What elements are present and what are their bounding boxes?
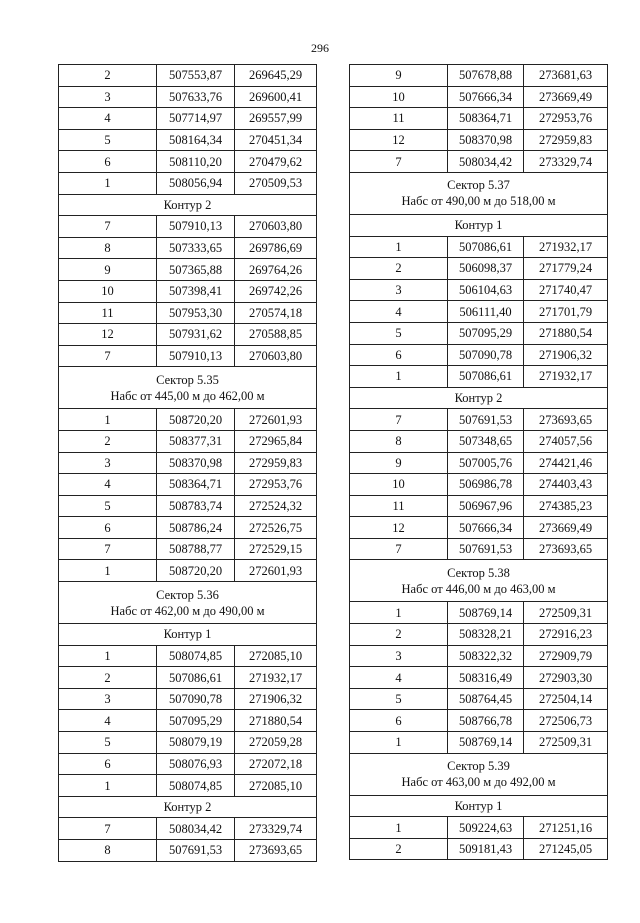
sector-title: Сектор 5.35 (156, 372, 219, 387)
y-coordinate: 272601,93 (235, 560, 317, 582)
point-number: 2 (59, 667, 157, 689)
x-coordinate: 506986,78 (448, 474, 524, 496)
y-coordinate: 272916,23 (524, 624, 608, 646)
y-coordinate: 271906,32 (235, 688, 317, 710)
y-coordinate: 272059,28 (235, 732, 317, 754)
point-number: 6 (350, 710, 448, 732)
y-coordinate: 272526,75 (235, 517, 317, 539)
x-coordinate: 508783,74 (157, 495, 235, 517)
x-coordinate: 507086,61 (448, 236, 524, 258)
y-coordinate: 272953,76 (235, 474, 317, 496)
table-row (350, 817, 608, 839)
point-number: 6 (59, 517, 157, 539)
sector-heading (350, 560, 608, 602)
y-coordinate: 273669,49 (524, 86, 608, 108)
y-coordinate: 272085,10 (235, 775, 317, 797)
y-coordinate: 269557,99 (235, 108, 317, 130)
table-row (59, 409, 317, 431)
point-number: 7 (350, 151, 448, 173)
table-row (350, 65, 608, 87)
table-row (59, 732, 317, 754)
sector-heading-row (59, 367, 317, 409)
point-number: 2 (350, 624, 448, 646)
x-coordinate: 507333,65 (157, 237, 235, 259)
sector-heading-row (350, 172, 608, 214)
table-row (350, 452, 608, 474)
point-number: 5 (350, 688, 448, 710)
contour-label: Контур 1 (59, 624, 317, 646)
y-coordinate: 273329,74 (235, 818, 317, 840)
table-row (350, 366, 608, 388)
point-number: 4 (350, 667, 448, 689)
sector-title: Сектор 5.36 (156, 587, 219, 602)
table-row (350, 732, 608, 754)
x-coordinate: 507005,76 (448, 452, 524, 474)
sector-elevation-range: Набс от 462,00 м до 490,00 м (110, 603, 265, 618)
point-number: 7 (350, 409, 448, 431)
x-coordinate: 507953,30 (157, 302, 235, 324)
point-number: 5 (59, 495, 157, 517)
contour-label: Контур 2 (59, 194, 317, 216)
x-coordinate: 509181,43 (448, 838, 524, 860)
table-row (59, 86, 317, 108)
x-coordinate: 508079,19 (157, 732, 235, 754)
table-row (59, 560, 317, 582)
y-coordinate: 271932,17 (524, 236, 608, 258)
y-coordinate: 269786,69 (235, 237, 317, 259)
point-number: 7 (59, 345, 157, 367)
x-coordinate: 507910,13 (157, 216, 235, 238)
table-row (59, 840, 317, 862)
table-row (350, 322, 608, 344)
table-row (59, 667, 317, 689)
contour-heading-row (59, 194, 317, 216)
point-number: 7 (59, 538, 157, 560)
sector-heading (59, 582, 317, 624)
x-coordinate: 508364,71 (157, 474, 235, 496)
y-coordinate: 271932,17 (235, 667, 317, 689)
y-coordinate: 272509,31 (524, 602, 608, 624)
x-coordinate: 509224,63 (448, 817, 524, 839)
table-row (350, 474, 608, 496)
table-row (59, 452, 317, 474)
point-number: 7 (59, 818, 157, 840)
point-number: 10 (350, 474, 448, 496)
point-number: 7 (59, 216, 157, 238)
x-coordinate: 507666,34 (448, 86, 524, 108)
x-coordinate: 508766,78 (448, 710, 524, 732)
table-row (59, 129, 317, 151)
table-row (350, 86, 608, 108)
x-coordinate: 507095,29 (157, 710, 235, 732)
x-coordinate: 508377,31 (157, 430, 235, 452)
y-coordinate: 271245,05 (524, 838, 608, 860)
y-coordinate: 270603,80 (235, 216, 317, 238)
table-row (59, 517, 317, 539)
y-coordinate: 274421,46 (524, 452, 608, 474)
x-coordinate: 507398,41 (157, 280, 235, 302)
point-number: 2 (59, 65, 157, 87)
x-coordinate: 508370,98 (448, 129, 524, 151)
x-coordinate: 507714,97 (157, 108, 235, 130)
x-coordinate: 508720,20 (157, 409, 235, 431)
table-row (350, 838, 608, 860)
sector-elevation-range: Набс от 445,00 м до 462,00 м (110, 388, 265, 403)
table-row (59, 538, 317, 560)
y-coordinate: 271701,79 (524, 301, 608, 323)
x-coordinate: 507086,61 (157, 667, 235, 689)
table-row (59, 645, 317, 667)
point-number: 9 (350, 452, 448, 474)
point-number: 12 (350, 129, 448, 151)
point-number: 3 (59, 452, 157, 474)
point-number: 1 (59, 172, 157, 194)
point-number: 4 (59, 710, 157, 732)
table-row (350, 688, 608, 710)
point-number: 2 (350, 838, 448, 860)
contour-heading-row (59, 796, 317, 818)
contour-label: Контур 2 (59, 796, 317, 818)
x-coordinate: 508769,14 (448, 732, 524, 754)
point-number: 1 (350, 732, 448, 754)
y-coordinate: 269645,29 (235, 65, 317, 87)
point-number: 2 (59, 430, 157, 452)
x-coordinate: 507090,78 (448, 344, 524, 366)
point-number: 5 (59, 129, 157, 151)
table-row (59, 237, 317, 259)
table-row (59, 280, 317, 302)
table-row (350, 624, 608, 646)
point-number: 10 (350, 86, 448, 108)
y-coordinate: 272085,10 (235, 645, 317, 667)
x-coordinate: 508074,85 (157, 645, 235, 667)
sector-elevation-range: Набс от 463,00 м до 492,00 м (401, 775, 556, 790)
x-coordinate: 508056,94 (157, 172, 235, 194)
table-row (59, 259, 317, 281)
table-row (350, 538, 608, 560)
point-number: 1 (350, 817, 448, 839)
table-row (59, 216, 317, 238)
point-number: 5 (350, 322, 448, 344)
x-coordinate: 508110,20 (157, 151, 235, 173)
coordinates-table-left (58, 64, 317, 862)
point-number: 11 (59, 302, 157, 324)
table-row (350, 667, 608, 689)
x-coordinate: 506104,63 (448, 279, 524, 301)
sector-heading (350, 753, 608, 795)
point-number: 5 (59, 732, 157, 754)
table-row (350, 236, 608, 258)
point-number: 9 (59, 259, 157, 281)
point-number: 4 (350, 301, 448, 323)
point-number: 7 (350, 538, 448, 560)
y-coordinate: 272909,79 (524, 645, 608, 667)
y-coordinate: 273693,65 (524, 409, 608, 431)
x-coordinate: 506111,40 (448, 301, 524, 323)
y-coordinate: 273329,74 (524, 151, 608, 173)
point-number: 4 (59, 108, 157, 130)
point-number: 3 (59, 688, 157, 710)
y-coordinate: 270574,18 (235, 302, 317, 324)
x-coordinate: 508769,14 (448, 602, 524, 624)
x-coordinate: 507666,34 (448, 517, 524, 539)
y-coordinate: 273693,65 (235, 840, 317, 862)
x-coordinate: 508034,42 (448, 151, 524, 173)
x-coordinate: 507095,29 (448, 322, 524, 344)
y-coordinate: 272953,76 (524, 108, 608, 130)
table-row (350, 108, 608, 130)
y-coordinate: 272524,32 (235, 495, 317, 517)
y-coordinate: 274403,43 (524, 474, 608, 496)
sector-title: Сектор 5.37 (447, 178, 510, 193)
y-coordinate: 274057,56 (524, 430, 608, 452)
table-row (59, 710, 317, 732)
point-number: 11 (350, 108, 448, 130)
y-coordinate: 270509,53 (235, 172, 317, 194)
sector-elevation-range: Набс от 446,00 м до 463,00 м (401, 581, 556, 596)
sector-title: Сектор 5.39 (447, 759, 510, 774)
contour-heading-row (350, 795, 608, 817)
x-coordinate: 507365,88 (157, 259, 235, 281)
y-coordinate: 270451,34 (235, 129, 317, 151)
y-coordinate: 273669,49 (524, 517, 608, 539)
point-number: 11 (350, 495, 448, 517)
table-row (350, 151, 608, 173)
sector-heading-row (59, 582, 317, 624)
contour-heading-row (350, 214, 608, 236)
x-coordinate: 508764,45 (448, 688, 524, 710)
y-coordinate: 271880,54 (524, 322, 608, 344)
sector-heading-row (350, 753, 608, 795)
table-row (59, 302, 317, 324)
y-coordinate: 272959,83 (235, 452, 317, 474)
x-coordinate: 507931,62 (157, 324, 235, 346)
contour-label: Контур 2 (350, 387, 608, 409)
table-row (59, 818, 317, 840)
contour-heading-row (350, 387, 608, 409)
point-number: 1 (350, 366, 448, 388)
y-coordinate: 274385,23 (524, 495, 608, 517)
x-coordinate: 508076,93 (157, 753, 235, 775)
sector-heading (59, 367, 317, 409)
x-coordinate: 507678,88 (448, 65, 524, 87)
y-coordinate: 272529,15 (235, 538, 317, 560)
table-row (59, 65, 317, 87)
sector-heading (350, 172, 608, 214)
y-coordinate: 272601,93 (235, 409, 317, 431)
point-number: 6 (59, 151, 157, 173)
table-row (59, 430, 317, 452)
table-row (59, 474, 317, 496)
table-row (59, 151, 317, 173)
table-row (350, 517, 608, 539)
table-row (59, 753, 317, 775)
x-coordinate: 507691,53 (448, 538, 524, 560)
point-number: 6 (350, 344, 448, 366)
y-coordinate: 271880,54 (235, 710, 317, 732)
y-coordinate: 270603,80 (235, 345, 317, 367)
point-number: 3 (59, 86, 157, 108)
point-number: 3 (350, 279, 448, 301)
table-row (350, 710, 608, 732)
point-number: 4 (59, 474, 157, 496)
table-row (350, 409, 608, 431)
contour-label: Контур 1 (350, 214, 608, 236)
sector-elevation-range: Набс от 490,00 м до 518,00 м (401, 194, 556, 209)
point-number: 1 (350, 602, 448, 624)
x-coordinate: 507086,61 (448, 366, 524, 388)
y-coordinate: 273681,63 (524, 65, 608, 87)
y-coordinate: 272504,14 (524, 688, 608, 710)
table-row (350, 344, 608, 366)
y-coordinate: 271779,24 (524, 258, 608, 280)
table-row (350, 279, 608, 301)
x-coordinate: 508034,42 (157, 818, 235, 840)
y-coordinate: 273693,65 (524, 538, 608, 560)
table-row (350, 129, 608, 151)
table-row (350, 301, 608, 323)
y-coordinate: 271906,32 (524, 344, 608, 366)
x-coordinate: 507553,87 (157, 65, 235, 87)
x-coordinate: 507691,53 (157, 840, 235, 862)
y-coordinate: 271251,16 (524, 817, 608, 839)
table-row (350, 602, 608, 624)
point-number: 10 (59, 280, 157, 302)
y-coordinate: 272072,18 (235, 753, 317, 775)
y-coordinate: 270479,62 (235, 151, 317, 173)
point-number: 3 (350, 645, 448, 667)
table-body (350, 65, 608, 860)
table-row (59, 324, 317, 346)
point-number: 1 (59, 409, 157, 431)
x-coordinate: 507090,78 (157, 688, 235, 710)
table-row (59, 775, 317, 797)
point-number: 1 (59, 775, 157, 797)
x-coordinate: 507691,53 (448, 409, 524, 431)
point-number: 12 (59, 324, 157, 346)
table-row (350, 430, 608, 452)
point-number: 6 (59, 753, 157, 775)
x-coordinate: 508074,85 (157, 775, 235, 797)
y-coordinate: 272903,30 (524, 667, 608, 689)
x-coordinate: 508788,77 (157, 538, 235, 560)
x-coordinate: 508316,49 (448, 667, 524, 689)
point-number: 12 (350, 517, 448, 539)
table-row (59, 172, 317, 194)
x-coordinate: 508328,21 (448, 624, 524, 646)
contour-label: Контур 1 (350, 795, 608, 817)
y-coordinate: 272965,84 (235, 430, 317, 452)
point-number: 1 (59, 560, 157, 582)
y-coordinate: 271932,17 (524, 366, 608, 388)
y-coordinate: 271740,47 (524, 279, 608, 301)
x-coordinate: 506098,37 (448, 258, 524, 280)
y-coordinate: 270588,85 (235, 324, 317, 346)
y-coordinate: 272509,31 (524, 732, 608, 754)
x-coordinate: 506967,96 (448, 495, 524, 517)
y-coordinate: 269742,26 (235, 280, 317, 302)
point-number: 1 (350, 236, 448, 258)
x-coordinate: 508322,32 (448, 645, 524, 667)
table-row (59, 108, 317, 130)
table-row (59, 688, 317, 710)
table-row (350, 645, 608, 667)
point-number: 9 (350, 65, 448, 87)
coordinates-table-right (349, 64, 608, 860)
point-number: 1 (59, 645, 157, 667)
x-coordinate: 507910,13 (157, 345, 235, 367)
y-coordinate: 272959,83 (524, 129, 608, 151)
point-number: 8 (59, 840, 157, 862)
table-row (59, 345, 317, 367)
y-coordinate: 269764,26 (235, 259, 317, 281)
page-number: 296 (311, 41, 329, 55)
x-coordinate: 507633,76 (157, 86, 235, 108)
y-coordinate: 272506,73 (524, 710, 608, 732)
table-row (59, 495, 317, 517)
sector-title: Сектор 5.38 (447, 565, 510, 580)
sector-heading-row (350, 560, 608, 602)
contour-heading-row (59, 624, 317, 646)
x-coordinate: 508370,98 (157, 452, 235, 474)
x-coordinate: 508786,24 (157, 517, 235, 539)
point-number: 8 (350, 430, 448, 452)
x-coordinate: 507348,65 (448, 430, 524, 452)
x-coordinate: 508164,34 (157, 129, 235, 151)
y-coordinate: 269600,41 (235, 86, 317, 108)
table-body (59, 65, 317, 862)
point-number: 2 (350, 258, 448, 280)
x-coordinate: 508364,71 (448, 108, 524, 130)
x-coordinate: 508720,20 (157, 560, 235, 582)
table-row (350, 258, 608, 280)
point-number: 8 (59, 237, 157, 259)
table-row (350, 495, 608, 517)
